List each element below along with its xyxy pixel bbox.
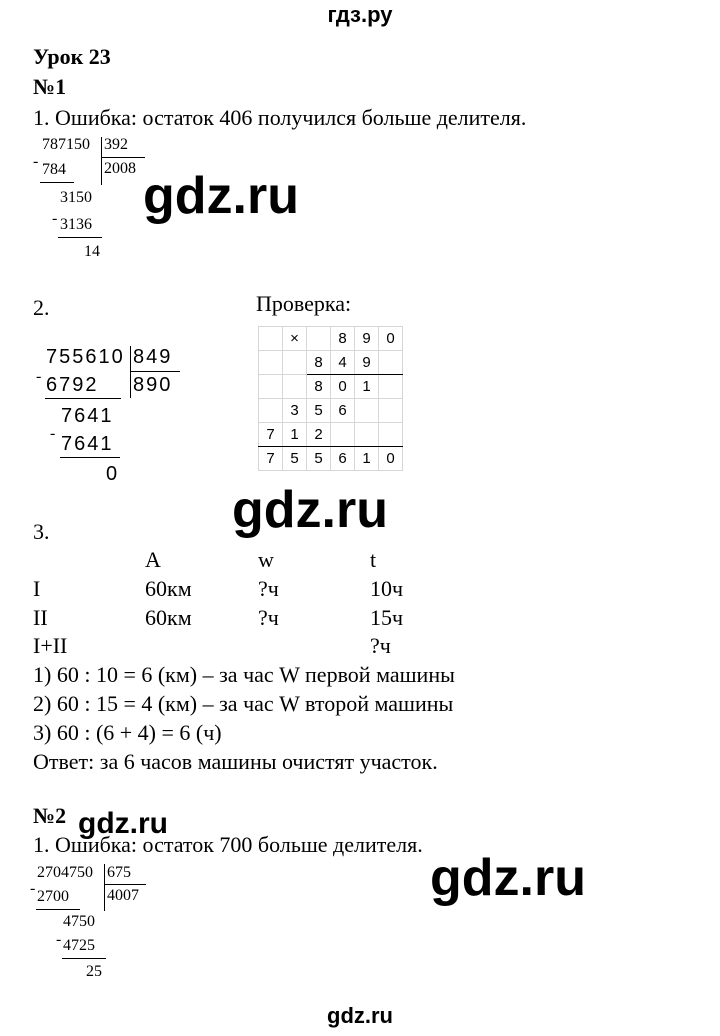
header-a: A: [145, 547, 161, 572]
grid-cell: 8: [307, 351, 331, 375]
multiplication-check-grid: [258, 326, 403, 471]
grid-cell: 8: [331, 327, 355, 351]
cell: 10ч: [370, 576, 404, 601]
cell: ?ч: [370, 633, 391, 658]
division-step: 3150: [60, 189, 92, 206]
quotient: 2008: [104, 160, 136, 177]
cell: ?ч: [258, 576, 279, 601]
division-step: 784: [42, 161, 66, 178]
division-step: 2700: [37, 888, 69, 905]
division-remainder: 25: [86, 963, 102, 980]
task1-part2-label: 2.: [33, 295, 50, 320]
grid-cell: [259, 351, 283, 375]
grid-cell: 9: [355, 351, 379, 375]
solution-step: 3) 60 : (6 + 4) = 6 (ч): [33, 720, 222, 745]
grid-cell: 7: [259, 447, 283, 471]
division-remainder: 0: [106, 463, 120, 485]
task2-part1-text: 1. Ошибка: остаток 700 больше делителя.: [33, 832, 423, 857]
grid-cell: 5: [283, 447, 307, 471]
grid-cell: 1: [355, 375, 379, 399]
grid-cell: [307, 327, 331, 351]
division-step: 7641: [61, 405, 114, 427]
task1-number: №1: [33, 74, 67, 99]
grid-cell: 0: [331, 375, 355, 399]
divisor: 849: [133, 346, 173, 368]
divisor: 675: [107, 864, 131, 881]
division-step: 4725: [63, 937, 95, 954]
grid-cell: 5: [307, 399, 331, 423]
cell: 60км: [145, 605, 192, 630]
divisor: 392: [104, 136, 128, 153]
site-name-top: гдз.ру: [327, 2, 393, 27]
division-step: 3136: [60, 216, 92, 233]
row-label: II: [33, 605, 48, 630]
row-label: I: [33, 576, 41, 601]
solution-step: 1) 60 : 10 = 6 (км) – за час W первой машины: [33, 662, 455, 687]
grid-cell: [379, 351, 403, 375]
grid-cell: 4: [331, 351, 355, 375]
grid-cell: [259, 327, 283, 351]
row-label: I+II: [33, 633, 68, 658]
solution-step: 2) 60 : 15 = 4 (км) – за час W второй машины: [33, 691, 454, 716]
grid-cell: 0: [379, 327, 403, 351]
grid-cell: [283, 375, 307, 399]
grid-cell: 3: [283, 399, 307, 423]
header-t: t: [370, 547, 377, 572]
grid-cell: 6: [331, 399, 355, 423]
grid-cell: 5: [307, 447, 331, 471]
watermark: gdz.ru: [143, 167, 299, 225]
cell: ?ч: [258, 605, 279, 630]
grid-cell: 1: [283, 423, 307, 447]
quotient: 890: [133, 374, 173, 396]
grid-cell: [379, 423, 403, 447]
division-step: 6792: [46, 374, 99, 396]
grid-cell: [259, 399, 283, 423]
site-name-bottom: gdz.ru: [327, 1003, 393, 1028]
division-remainder: 14: [84, 243, 100, 260]
grid-cell: 7: [259, 423, 283, 447]
grid-cell: [283, 351, 307, 375]
watermark: gdz.ru: [78, 807, 168, 840]
quotient: 4007: [107, 887, 139, 904]
header-w: w: [258, 547, 274, 572]
dividend: 2704750: [37, 864, 93, 881]
lesson-title: Урок 23: [33, 44, 111, 69]
grid-cell: [259, 375, 283, 399]
task1-part3-label: 3.: [33, 519, 50, 544]
answer: Ответ: за 6 часов машины очистят участок.: [33, 749, 438, 774]
grid-cell: [355, 399, 379, 423]
division-step: 4750: [63, 913, 95, 930]
grid-cell: 2: [307, 423, 331, 447]
grid-cell: [379, 375, 403, 399]
grid-cell: 1: [355, 447, 379, 471]
watermark: gdz.ru: [430, 849, 586, 907]
dividend: 755610: [46, 346, 125, 368]
grid-cell: 8: [307, 375, 331, 399]
grid-cell: 0: [379, 447, 403, 471]
grid-cell: ×: [283, 327, 307, 351]
grid-cell: [355, 423, 379, 447]
task2-number: №2: [33, 803, 67, 828]
grid-cell: 9: [355, 327, 379, 351]
dividend: 787150: [42, 136, 90, 153]
cell: 15ч: [370, 605, 404, 630]
grid-cell: 6: [331, 447, 355, 471]
grid-cell: [379, 399, 403, 423]
division-step: 7641: [61, 433, 114, 455]
grid-cell: [331, 423, 355, 447]
watermark: gdz.ru: [232, 481, 388, 539]
check-label: Проверка:: [256, 291, 352, 316]
cell: 60км: [145, 576, 192, 601]
task1-part1-text: 1. Ошибка: остаток 406 получился больше делителя.: [33, 105, 527, 130]
